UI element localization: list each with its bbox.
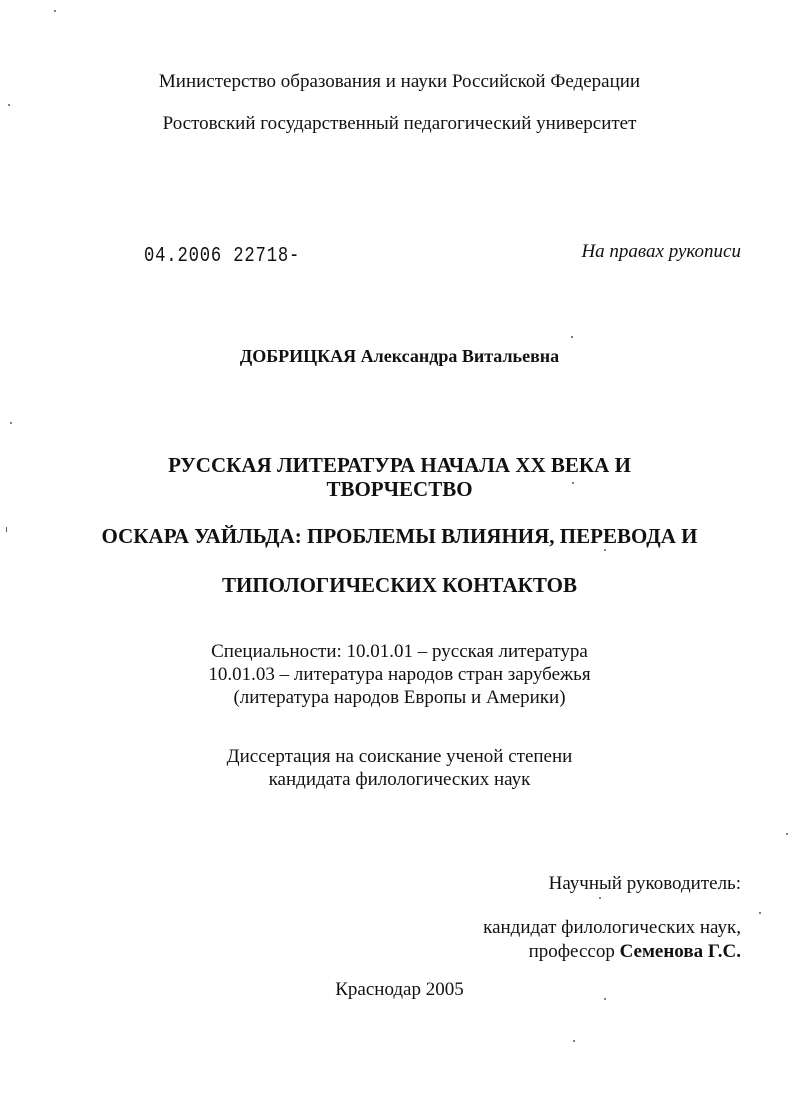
dissertation-title-line-3: ОСКАРА УАЙЛЬДА: ПРОБЛЕМЫ ВЛИЯНИЯ, ПЕРЕВОДА И [101, 524, 698, 548]
city-year: Краснодар 2005 [335, 979, 464, 1000]
scan-speck [10, 422, 12, 424]
degree-line-2: кандидата филологических наук [268, 769, 531, 790]
supervisor-degree: кандидат филологических наук, [483, 917, 741, 938]
dissertation-title-line-4: ТИПОЛОГИЧЕСКИХ КОНТАКТОВ [221, 573, 577, 597]
university-line: Ростовский государственный педагогический университет [162, 113, 637, 134]
scan-speck [599, 897, 601, 899]
scan-speck [572, 482, 574, 484]
scan-speck [573, 1040, 575, 1042]
scan-speck [604, 549, 606, 551]
specialty-line-3: (литература народов Европы и Америки) [233, 687, 566, 708]
scan-speck [786, 833, 788, 835]
scan-speck [759, 912, 761, 914]
dissertation-title-line-1: РУССКАЯ ЛИТЕРАТУРА НАЧАЛА XX ВЕКА И [168, 453, 631, 477]
specialty-line-1: Специальности: 10.01.01 – русская литература [211, 641, 588, 662]
scan-speck [54, 10, 56, 12]
specialty-line-2: 10.01.03 – литература народов стран зарубежья [208, 664, 591, 685]
supervisor-name: Семенова Г.С. [619, 941, 741, 962]
scan-speck [8, 104, 10, 106]
author-name: ДОБРИЦКАЯ Александра Витальевна [239, 346, 560, 366]
scan-speck [571, 336, 573, 338]
dissertation-title-line-2: ТВОРЧЕСТВО [326, 477, 473, 501]
manuscript-rights-note: На правах рукописи [581, 241, 741, 262]
archive-stamp-number: 04.2006 22718- [144, 245, 301, 268]
ministry-line: Министерство образования и науки Российской Федерации [158, 71, 641, 92]
supervisor-name-line [529, 940, 741, 964]
scan-speck [6, 527, 7, 532]
degree-line-1: Диссертация на соискание ученой степени [226, 746, 573, 767]
scan-speck [604, 998, 606, 1000]
supervisor-label: Научный руководитель: [548, 873, 741, 894]
supervisor-title: профессор [528, 941, 615, 962]
